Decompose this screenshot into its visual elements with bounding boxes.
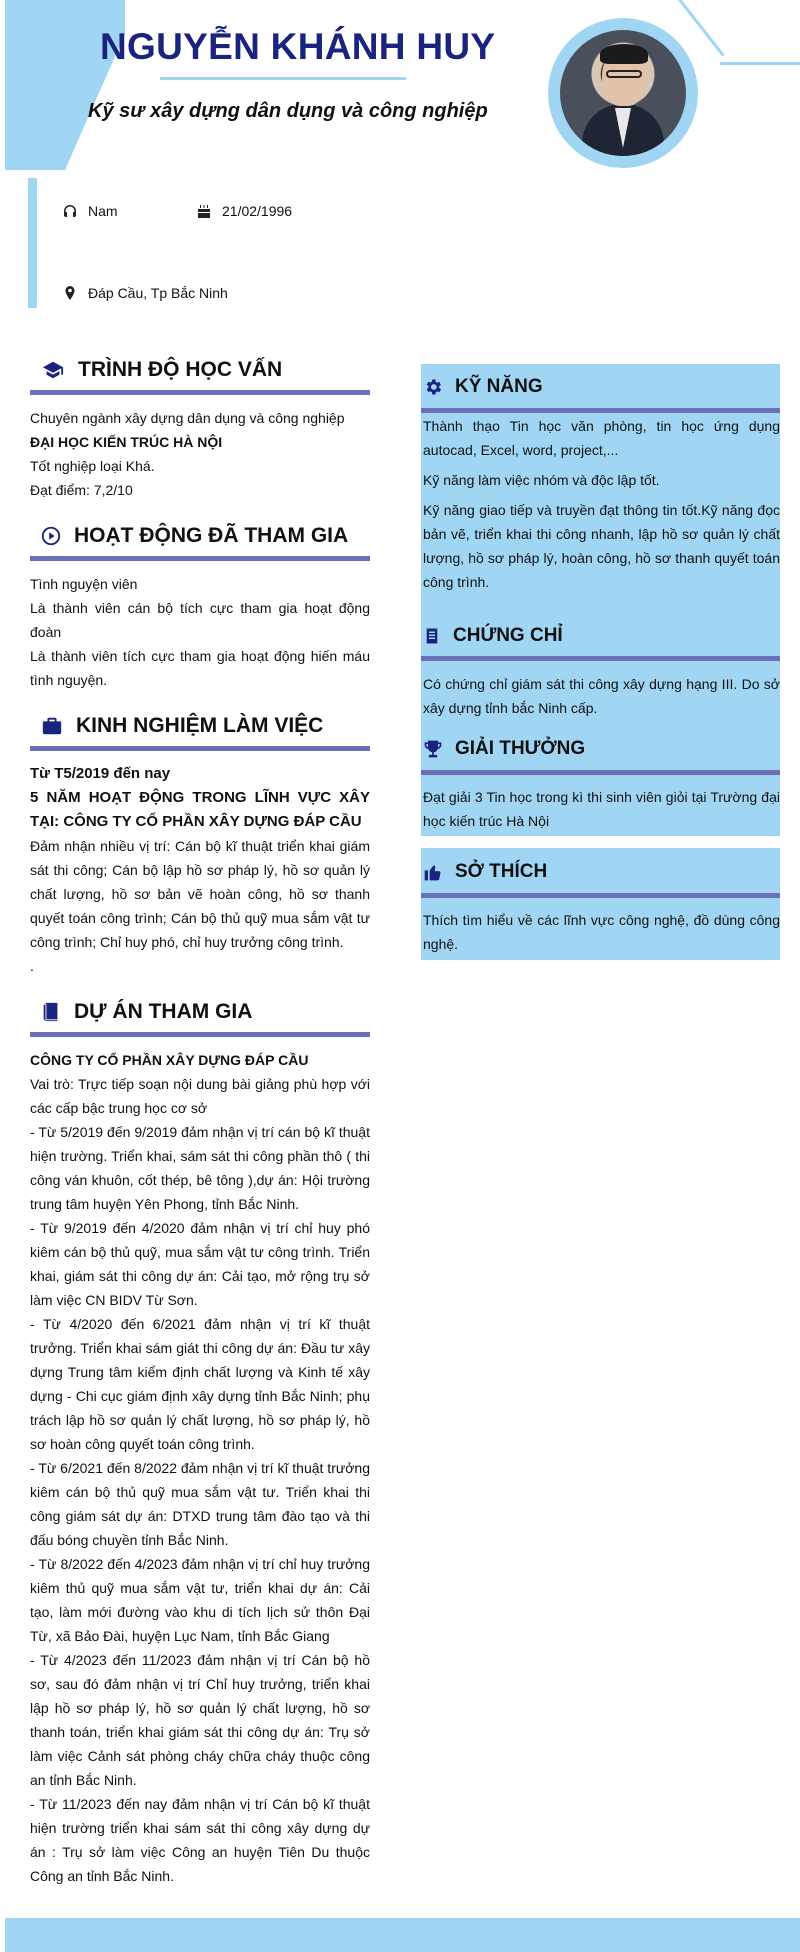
project-role: Vai trò: Trực tiếp soạn nội dung bài giảng phù hợp với các cấp bậc trung học cơ sở [30,1076,370,1116]
experience-description: Đảm nhận nhiều vị trí: Cán bộ kĩ thuật triển khai giám sát thi công; Cán bộ lập hồ sơ pháp lý, hồ sơ quản lý chất lượng, hồ sơ bản vẽ hoàn công, hồ sơ thanh quyết toán công trình; Cán bộ thủ quỹ mua sắm vật tư công trình; Chỉ huy phó, chỉ huy trưởng công trình. [30,838,370,950]
job-title: Kỹ sư xây dựng dân dụng và công nghiệp [88,100,488,122]
skills-heading: KỸ NĂNG [423,376,543,398]
section-divider [421,408,780,413]
map-pin-icon [62,285,78,301]
header-decor-line [678,0,725,57]
certificates-text: Có chứng chỉ giám sát thi công xây dựng hạng III. Do sở xây dựng tỉnh bắc Ninh cấp. [423,676,780,716]
section-divider [30,746,370,751]
headphones-icon [62,203,78,219]
education-major: Chuyên ngành xây dựng dân dụng và công nghiệp [30,410,345,426]
birthdate-value: 21/02/1996 [222,203,293,219]
trophy-icon [423,738,443,760]
section-divider [30,1032,370,1037]
experience-period: Từ T5/2019 đến nay [30,765,171,782]
activity-item: Là thành viên tích cực tham gia hoạt động hiến máu tình nguyện. [30,648,370,688]
skill-item: Thành thạo Tin học văn phòng, tin học ứng dụng autocad, Excel, word, project,... [423,418,780,458]
document-icon [423,626,441,646]
education-heading: TRÌNH ĐỘ HỌC VẤN [40,358,282,382]
section-divider [421,656,780,661]
hobbies-text: Thích tìm hiểu về các lĩnh vực công nghệ, đồ dùng công nghệ. [423,912,780,952]
education-grade: Tốt nghiệp loại Khá. [30,458,155,474]
name-underline [160,77,406,80]
project-item: - Từ 8/2022 đến 4/2023 đảm nhận vị trí chỉ huy trưởng kiêm thủ quỹ mua sắm vật tư, triển khai dự án: Cải tạo, làm mới đường vào khu di tích lịch sử thôn Đại Từ, xã Bảo Đài, huyện Lục Nam, tỉnh Bắc Giang [30,1556,370,1644]
thumbs-up-icon [423,861,443,883]
project-item: - Từ 5/2019 đến 9/2019 đảm nhận vị trí cán bộ kĩ thuật hiện trường. Triển khai, sám sát thi công phần thô ( thi công ván khuôn, cốt thép, bê tông ),dự án: Hội trường trung tâm huyện Yên Phong, tỉnh Bắc Ninh. [30,1124,370,1212]
project-item: - Từ 4/2023 đến 11/2023 đảm nhận vị trí Cán bộ hồ sơ, sau đó đảm nhận vị trí Chỉ huy trưởng, triển khai lập hồ sơ pháp lý, hồ sơ quản lý chất lượng, hồ sơ thanh toán, triển khai giám sát thi công dự án: Trụ sở làm việc Cảnh sát phòng cháy chữa cháy thuộc công an tỉnh Bắc Ninh. [30,1652,370,1788]
gender-info [62,203,118,219]
birthday-cake-icon [196,203,212,219]
project-item: - Từ 9/2019 đến 4/2020 đảm nhận vị trí chỉ huy phó kiêm cán bộ thủ quỹ, mua sắm vật tư công trình. Triển khai, giám sát thi công dự án: Cải tạo, mở rộng trụ sở làm việc CN BIDV Từ Sơn. [30,1220,370,1308]
activity-item: Là thành viên cán bộ tích cực tham gia hoạt động đoàn [30,600,370,640]
projects-heading: DỰ ÁN THAM GIA [40,1000,252,1024]
education-content [30,406,370,502]
gender-value: Nam [88,203,118,219]
address-info [62,285,228,301]
experience-headline: 5 NĂM HOẠT ĐỘNG TRONG LĨNH VỰC XÂY TẠI: CÔNG TY CỔ PHẦN XÂY DỰNG ĐÁP CẦU [30,789,370,830]
skills-content [423,414,780,594]
section-divider [421,770,780,775]
candidate-name: NGUYỄN KHÁNH HUY [100,26,496,67]
footer-band [5,1918,800,1952]
project-item: - Từ 11/2023 đến nay đảm nhận vị trí Cán bộ kĩ thuật hiện trường triển khai sám sát thi công xây dựng dự án : Trụ sở làm việc Công an huyện Tiên Du thuộc Công an tỉnh Bắc Ninh. [30,1796,370,1884]
birthdate-info [196,203,292,219]
activity-item: Tình nguyện viên [30,576,138,592]
address-value: Đáp Cầu, Tp Bắc Ninh [88,285,228,301]
certificates-heading: CHỨNG CHỈ [423,625,563,647]
skill-item: Kỹ năng giao tiếp và truyền đạt thông tin tốt.Kỹ năng đọc bản vẽ, triển khai thi công nhanh, lập hồ sơ quản lý chất lượng, hồ sơ pháp lý, hoàn công, hồ sơ thanh quyết toán công trình. [423,502,780,590]
section-divider [421,893,780,898]
awards-text: Đạt giải 3 Tin học trong kì thi sinh viên giỏi tại Trường đại học kiến trúc Hà Nội [423,789,780,829]
activities-content [30,572,370,692]
header-decor-line [720,62,800,65]
project-item: - Từ 6/2021 đến 8/2022 đảm nhận vị trí kĩ thuật trưởng kiêm cán bộ thủ quỹ mua sắm vật tư. Triển khai thi công giám sát dự án: DTXD trung tâm đào tạo và thi đấu bóng chuyền tỉnh Bắc Ninh. [30,1460,370,1548]
projects-content [30,1048,370,1888]
hobbies-heading: SỞ THÍCH [423,861,547,883]
book-icon [40,1001,62,1023]
skill-item: Kỹ năng làm việc nhóm và độc lập tốt. [423,472,660,488]
play-circle-icon [40,525,62,547]
education-score: Đạt điểm: 7,2/10 [30,482,133,498]
section-divider [30,556,370,561]
section-divider [30,390,370,395]
experience-trailing: . [30,958,34,974]
experience-content [30,762,370,978]
avatar [548,18,698,168]
info-accent-bar [28,178,37,308]
education-school: ĐẠI HỌC KIẾN TRÚC HÀ NỘI [30,434,223,450]
activities-heading: HOẠT ĐỘNG ĐÃ THAM GIA [40,524,348,548]
gear-icon [423,377,443,397]
project-company: CÔNG TY CỔ PHẦN XÂY DỰNG ĐÁP CẦU [30,1052,309,1068]
experience-heading: KINH NGHIỆM LÀM VIỆC [40,714,323,738]
awards-heading: GIẢI THƯỞNG [423,738,585,760]
project-item: - Từ 4/2020 đến 6/2021 đảm nhận vị trí kĩ thuật trưởng. Triển khai sám giát thi công dự án: Đầu tư xây dựng Trung tâm kiểm định chất lượng và Kinh tế xây dựng - Chi cục giám định xây dựng tỉnh Bắc Ninh; phụ trách lập hồ sơ quản lý chất lượng, hồ sơ pháp lý, hồ sơ hoàn công quyết toán công trình. [30,1316,370,1452]
portrait-photo [560,30,686,156]
graduation-cap-icon [40,359,66,381]
briefcase-icon [40,715,64,737]
